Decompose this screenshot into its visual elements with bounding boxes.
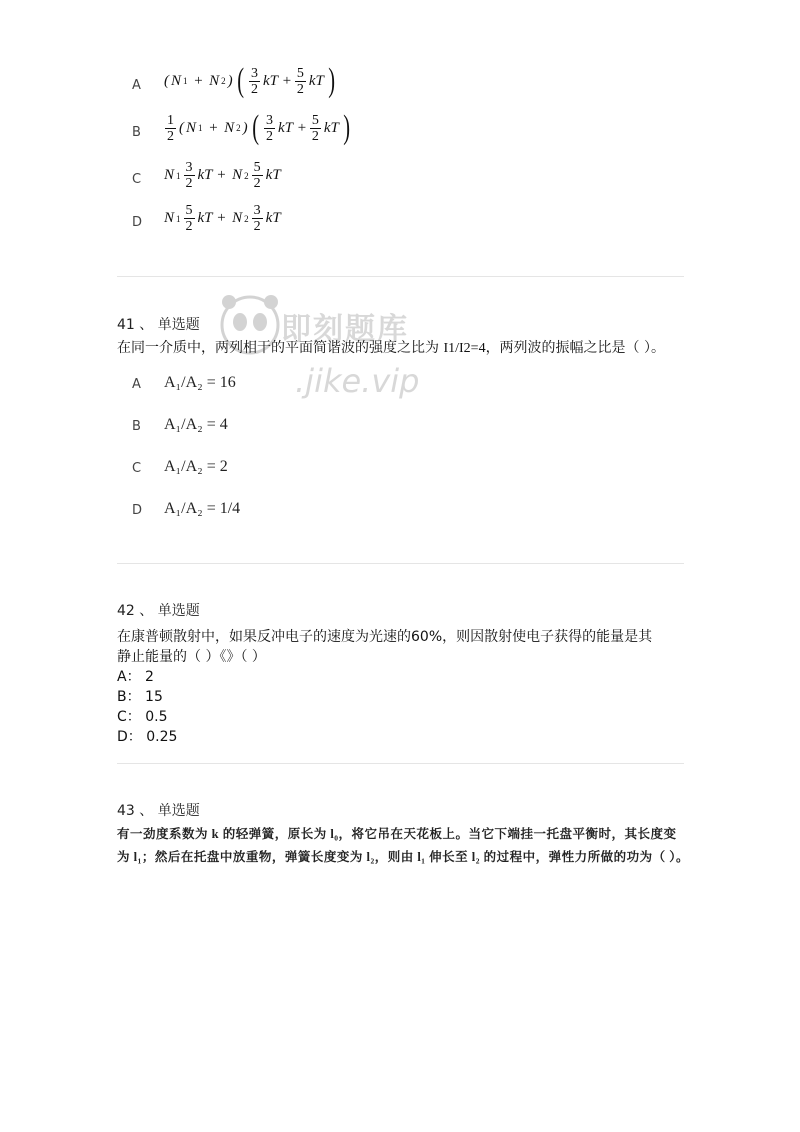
q41-stem [117, 338, 665, 359]
divider [117, 276, 684, 277]
q42-option-c[interactable]: C： 0.5 [117, 709, 168, 725]
q42-option-b[interactable]: B： 15 [117, 689, 163, 705]
option-label: D [132, 503, 143, 518]
option-text: A₁/A₂ = 1/4 [164, 500, 241, 517]
option-label: C [132, 172, 142, 187]
q43-stem: 有一劲度系数为 k 的轻弹簧，原长为 l₀，将它吊在天花板上。当它下端挂一托盘平衡时，其长度变为 l₁；然后在托盘中放重物，弹簧长度变为 l₂，则由 l₁ 伸长至 l₂ 的过程中，弹性力所做的功为（ ）。 [117, 827, 690, 864]
q41-stem-text: 在同一介质中，两列相干的平面简谐波的强度之比为 [117, 340, 444, 356]
watermark [215, 290, 420, 430]
option-label: A [132, 78, 141, 93]
option-label: B [132, 419, 141, 434]
q42-stem-line2: 静止能量的（ ）《》（ ） [117, 649, 266, 665]
divider [117, 563, 684, 564]
q42-stem-line1: 在康普顿散射中，如果反冲电子的速度为光速的60%，则因散射使电子获得的能量是其 [117, 629, 653, 645]
option-label: A [132, 377, 141, 392]
q41-stem-formula: I1/I2=4 [443, 341, 486, 356]
formula-d: N 1 $\frac{5}{2}$ kT + N 2 $\frac{3}{2}$ kT [164, 203, 281, 234]
q42-header: 42 、 单选题 [117, 603, 200, 619]
option-label: D [132, 215, 143, 230]
option-text: A₁/A₂ = 2 [164, 458, 228, 475]
watermark-text: 即刻题库 [281, 312, 409, 347]
option-text: A₁/A₂ = 16 [164, 374, 236, 391]
formula-c: N 1 $\frac{3}{2}$ kT + N 2 $\frac{5}{2}$ kT [164, 160, 281, 191]
option-label: B [132, 125, 141, 140]
watermark-url: .jike.vip [295, 362, 420, 400]
q43-header: 43 、 单选题 [117, 803, 200, 819]
formula-b: $\frac{1}{2}$ ( N 1 + N 2 ) ( $\frac{3}{2}$ kT + $\frac{5}{2}$ kT ) [167, 109, 350, 146]
option-text: A₁/A₂ = 4 [164, 416, 228, 433]
option-label: C [132, 461, 142, 476]
q41-stem-end: ，两列波的振幅之比是（ ）。 [485, 340, 666, 356]
q42-option-d[interactable]: D： 0.25 [117, 729, 178, 745]
formula-a: ( N 1 + N 2 ) ( $\frac{3}{2}$ kT + $\frac{5}{2}$ kT ) [164, 62, 335, 99]
divider [117, 763, 684, 764]
q42-option-a[interactable]: A： 2 [117, 669, 154, 685]
q41-header: 41 、 单选题 [117, 317, 200, 333]
